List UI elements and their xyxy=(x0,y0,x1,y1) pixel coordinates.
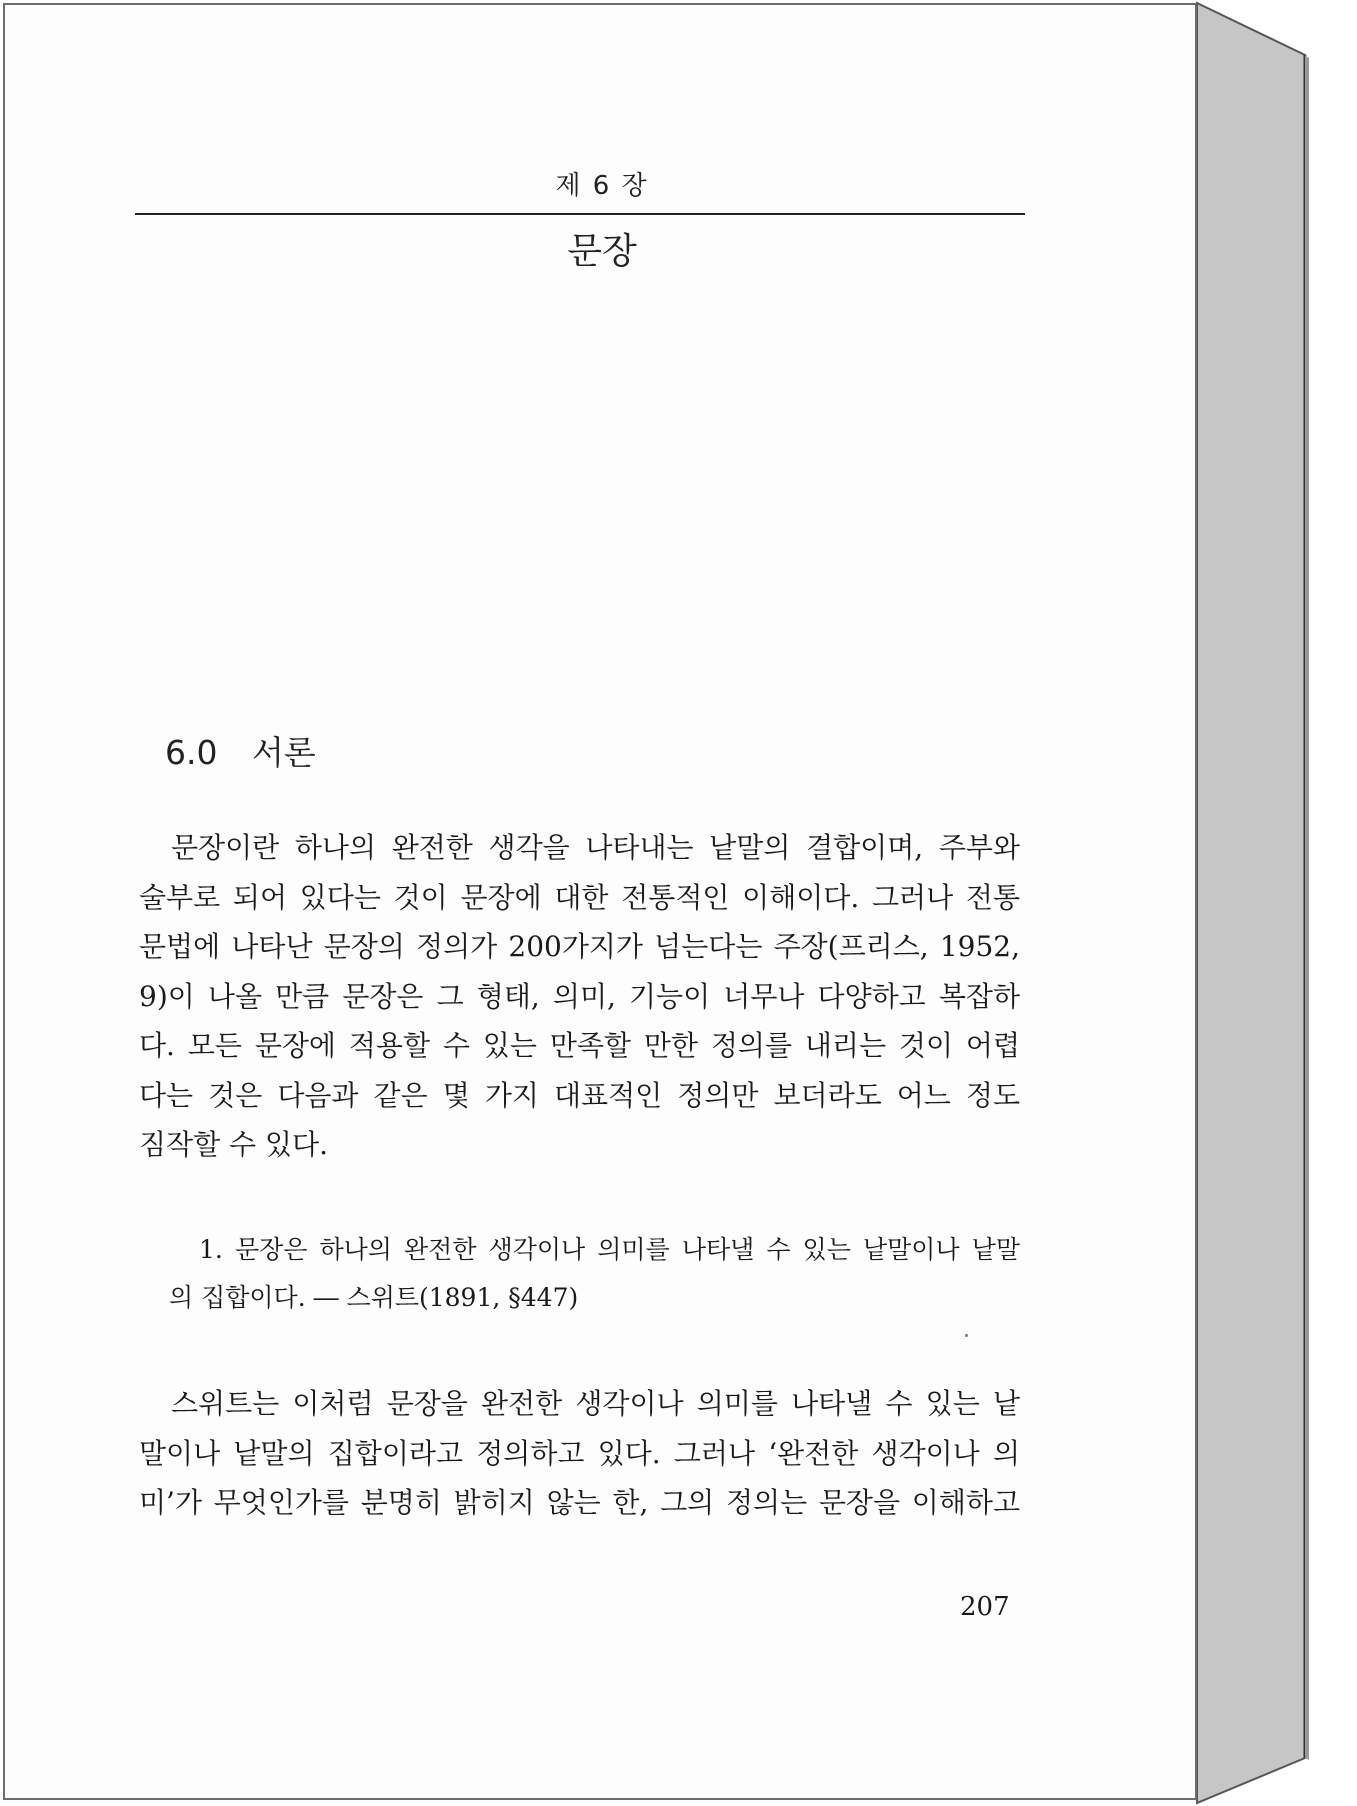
quote-line: 의 집합이다. ― 스위트(1891, §447) xyxy=(169,1283,579,1312)
chapter-label: 제 6 장 xyxy=(555,171,649,201)
chapter-divider xyxy=(135,213,1025,215)
page-number: 207 xyxy=(960,1592,1010,1622)
paragraph-line: 9)이 나올 만큼 문장은 그 형태, 의미, 기능이 너무나 다양하고 복잡하 xyxy=(139,979,1020,1013)
scan-speck xyxy=(965,1334,968,1337)
book-edge-shadow xyxy=(1305,55,1309,1760)
book-edge-graphic xyxy=(1195,0,1357,1806)
section-heading xyxy=(165,727,316,774)
paragraph-line: 말이나 낱말의 집합이라고 정의하고 있다. 그러나 ‘완전한 생각이나 의 xyxy=(139,1436,1020,1470)
intro-paragraph xyxy=(139,823,1020,1170)
discussion-paragraph xyxy=(139,1379,1020,1528)
paragraph-line: 문법에 나타난 문장의 정의가 200가지가 넘는다는 주장(프리스, 1952, xyxy=(139,930,1020,963)
quote-line: 1. 문장은 하나의 완전한 생각이나 의미를 나타낼 수 있는 낱말이나 낱말 xyxy=(199,1235,1020,1264)
paragraph-line: 다는 것은 다음과 같은 몇 가지 대표적인 정의만 보더라도 어느 정도 xyxy=(139,1078,1020,1112)
section-title: 서론 xyxy=(251,733,316,772)
section-number: 6.0 xyxy=(165,733,218,772)
book-edge-face xyxy=(1197,3,1305,1803)
document-page xyxy=(3,3,1197,1800)
paragraph-line: 술부로 되어 있다는 것이 문장에 대한 전통적인 이해이다. 그러나 전통 xyxy=(139,880,1020,914)
book-spine-edge xyxy=(1195,0,1357,1806)
paragraph-line: 미’가 무엇인가를 분명히 밝히지 않는 한, 그의 정의는 문장을 이해하고 xyxy=(139,1486,1020,1519)
paragraph-line: 짐작할 수 있다. xyxy=(139,1128,328,1161)
paragraph-line: 다. 모든 문장에 적용할 수 있는 만족할 만한 정의를 내리는 것이 어렵 xyxy=(139,1029,1020,1062)
paragraph-line: 스위트는 이처럼 문장을 완전한 생각이나 의미를 나타낼 수 있는 낱 xyxy=(171,1387,1020,1420)
chapter-title: 문장 xyxy=(567,231,637,272)
definition-quote xyxy=(169,1226,1020,1322)
paragraph-line: 문장이란 하나의 완전한 생각을 나타내는 낱말의 결합이며, 주부와 xyxy=(171,831,1020,864)
